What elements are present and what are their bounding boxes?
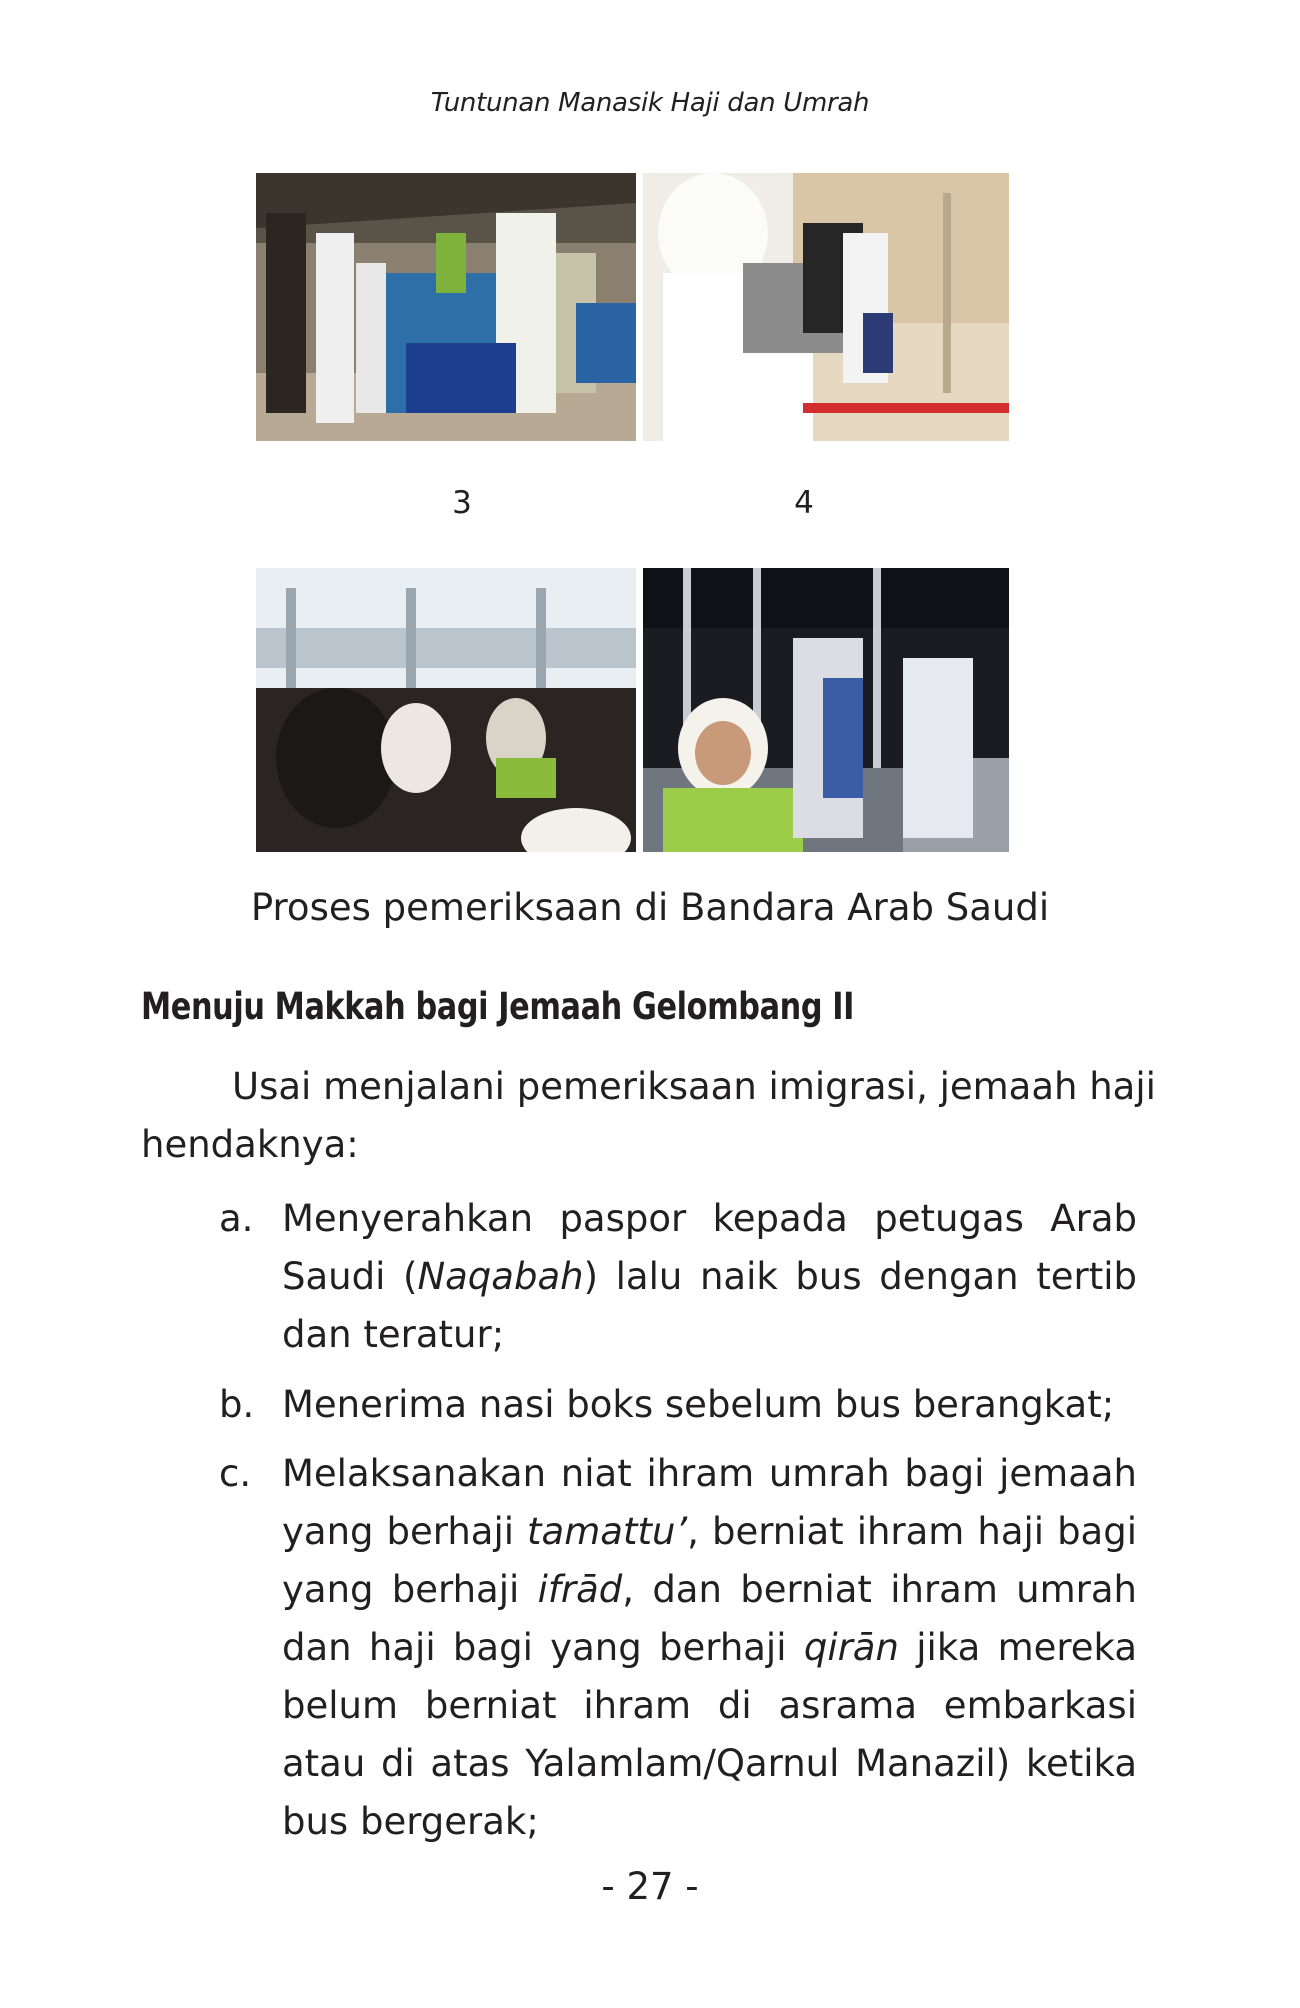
section-heading: Menuju Makkah bagi Jemaah Gelombang II xyxy=(141,985,855,1028)
list-line: Melaksanakan niat ihram umrah bagi jemaah xyxy=(282,1452,1137,1495)
photo-number-4: 4 xyxy=(794,485,814,521)
list-line: atau di atas Yalamlam/Qarnul Manazil) ketika xyxy=(282,1742,1137,1785)
list-line: Menerima nasi boks sebelum bus berangkat; xyxy=(282,1383,1115,1426)
list-line: bus bergerak; xyxy=(282,1800,539,1843)
intro-line-1: Usai menjalani pemeriksaan imigrasi, jemaah haji xyxy=(232,1065,1156,1108)
list-line: Menyerahkan paspor kepada petugas Arab xyxy=(282,1197,1137,1240)
running-head: Tuntunan Manasik Haji dan Umrah xyxy=(430,88,870,118)
photo-number-3: 3 xyxy=(452,485,472,521)
list-line: yang berhaji tamattu’, berniat ihram haji bagi xyxy=(282,1510,1137,1553)
photo-hall-crowd xyxy=(256,568,636,852)
list-marker: a. xyxy=(219,1197,254,1240)
photo-caption: Proses pemeriksaan di Bandara Arab Saudi xyxy=(250,886,1050,929)
list-marker: c. xyxy=(219,1452,252,1495)
list-line: yang berhaji ifrād, dan berniat ihram umrah xyxy=(282,1568,1137,1611)
list-line: belum berniat ihram di asrama embarkasi xyxy=(282,1684,1137,1727)
photo-pilgrims-with-bags xyxy=(256,173,636,441)
list-marker: b. xyxy=(219,1383,255,1426)
list-line: dan teratur; xyxy=(282,1313,505,1356)
intro-paragraph xyxy=(141,1058,1156,1174)
list-line: Saudi (Naqabah) lalu naik bus dengan tertib xyxy=(282,1255,1137,1298)
list-line: dan haji bagi yang berhaji qirān jika mereka xyxy=(282,1626,1138,1669)
page-number: - 27 - xyxy=(601,1865,699,1908)
photo-exiting-pilgrims xyxy=(643,568,1009,852)
photo-counter-check xyxy=(643,173,1009,441)
intro-line-2: hendaknya: xyxy=(141,1123,359,1166)
